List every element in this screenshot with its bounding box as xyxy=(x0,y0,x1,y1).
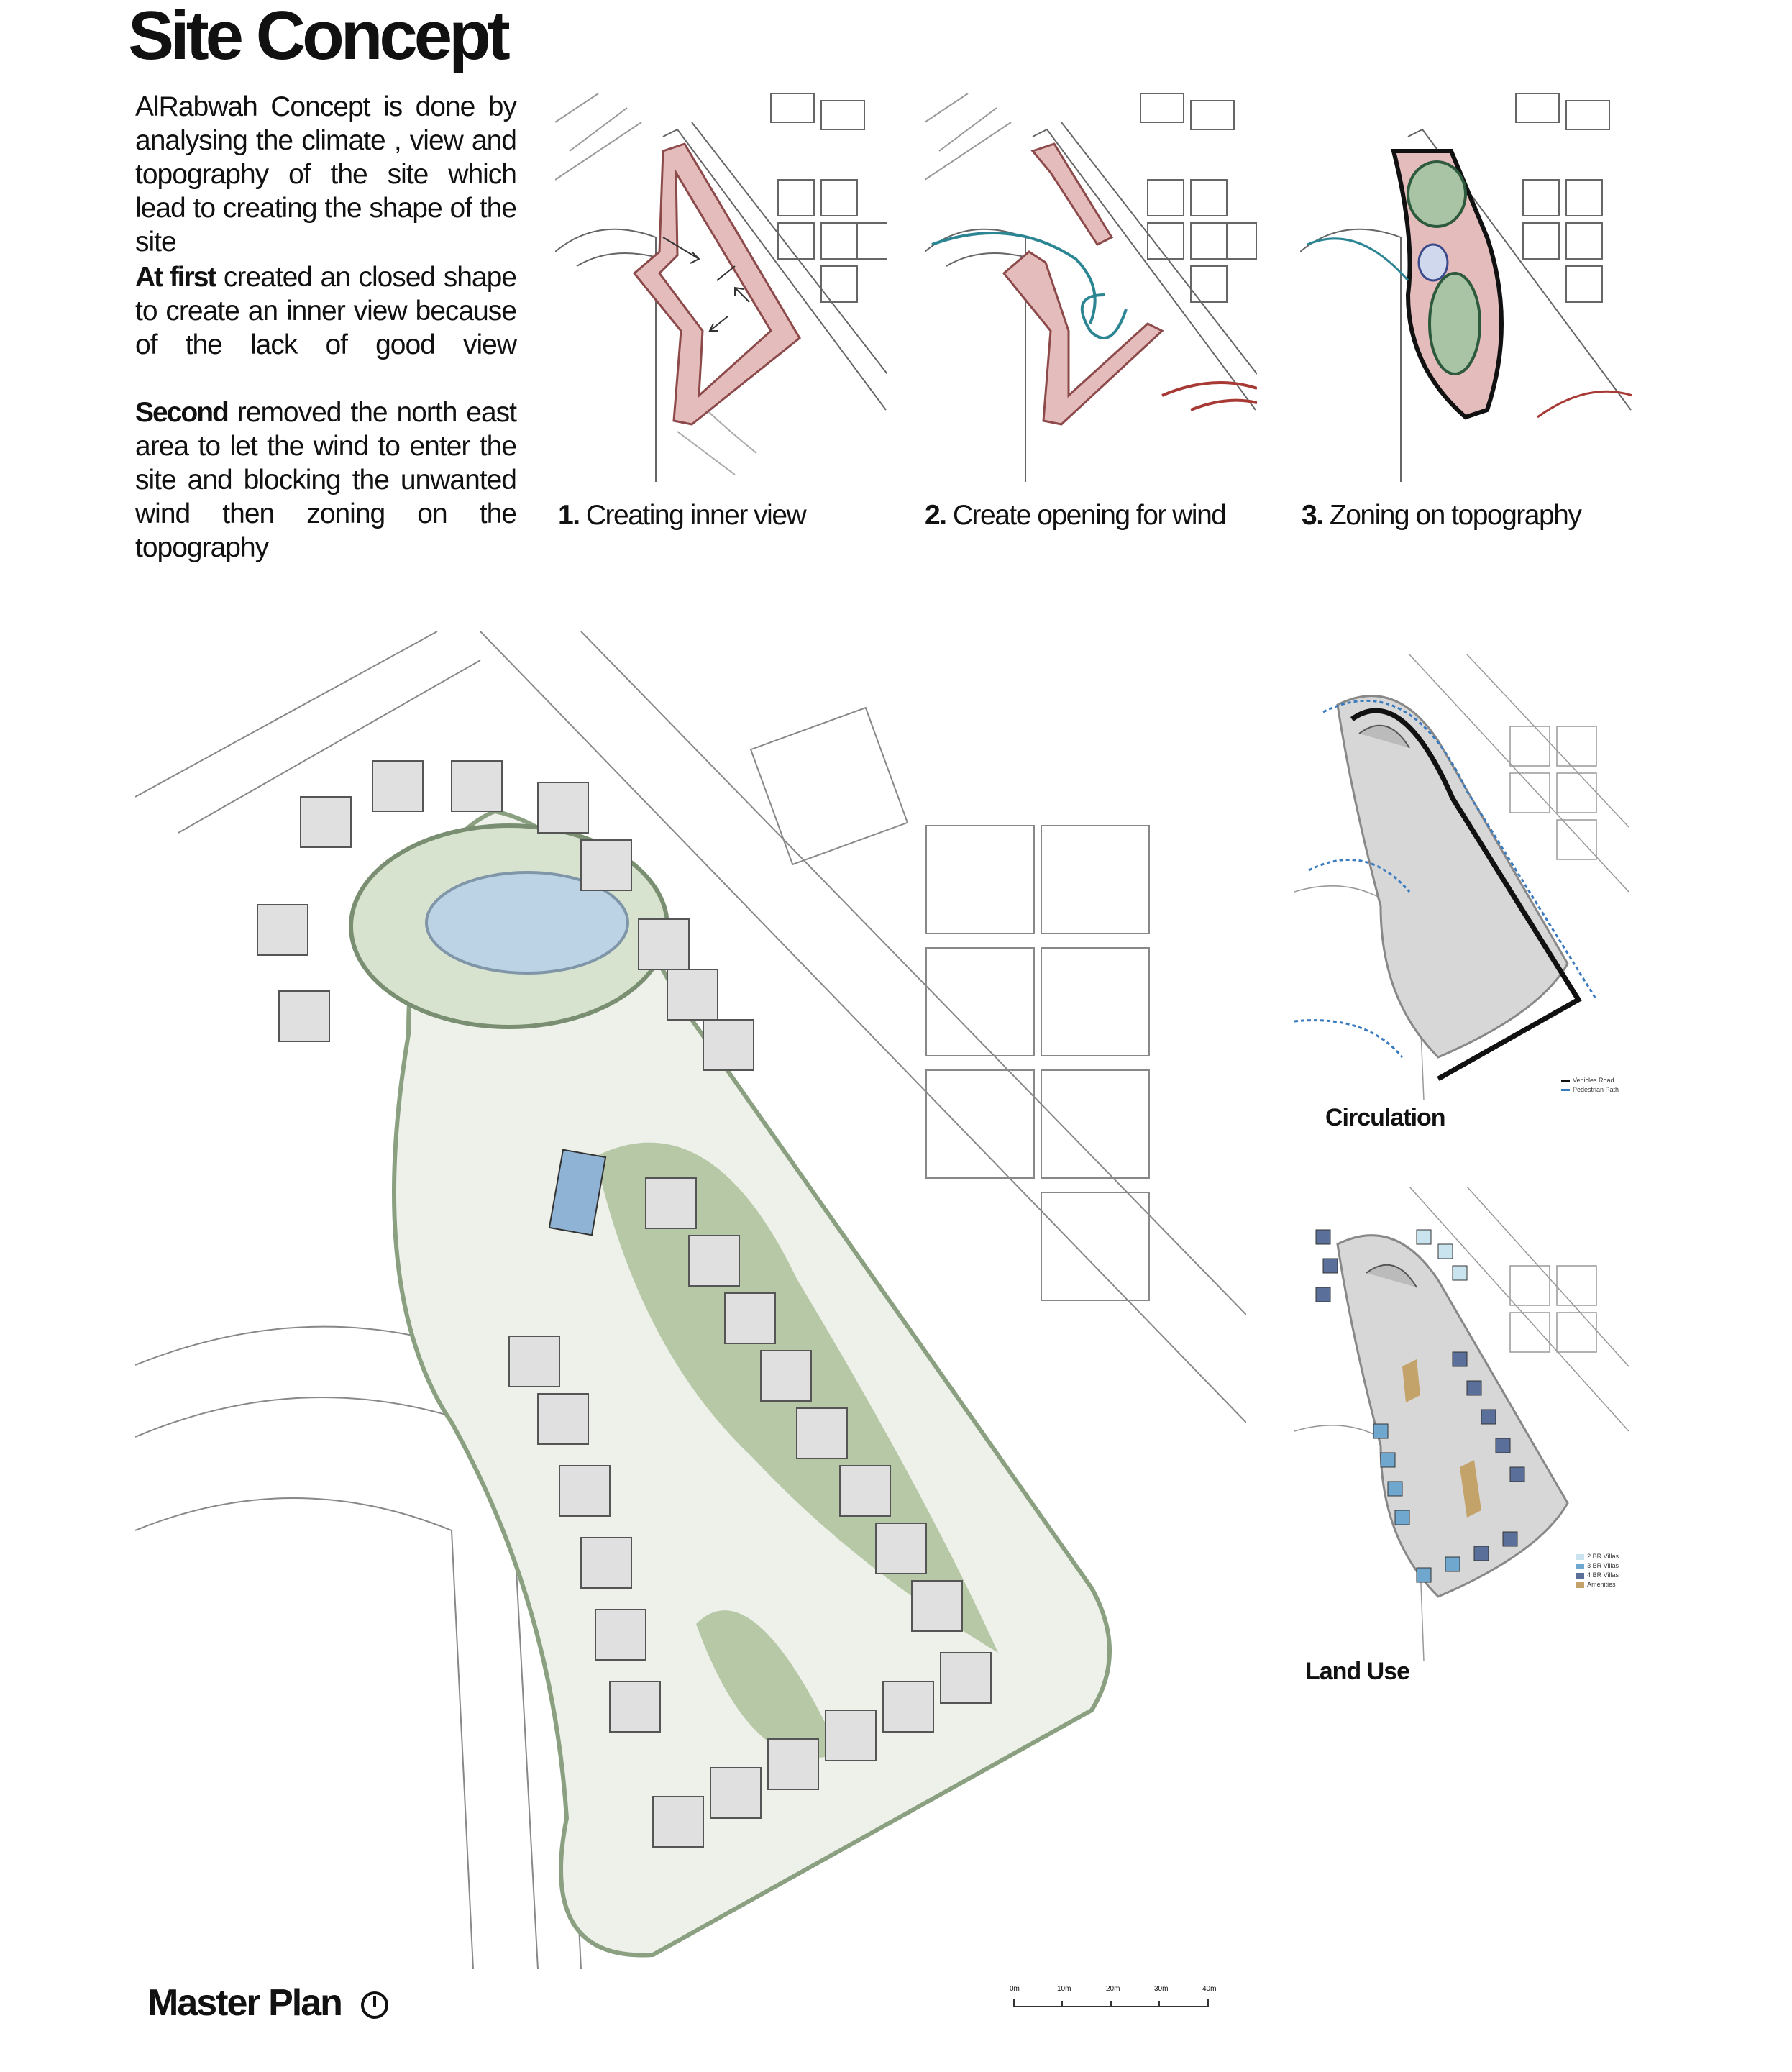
land-use-legend-3br: 3 BR Villas xyxy=(1587,1562,1619,1569)
circulation-diagram xyxy=(1294,654,1629,1100)
intro-paragraph-3-text: removed the north east area to let the wind to enter the site and blocking the unwanted wind then zoning on the topography xyxy=(135,397,516,563)
master-plan-label: Master Plan xyxy=(147,1982,342,2024)
land-use-legend-2br: 2 BR Villas xyxy=(1587,1553,1619,1560)
concept-step-2-label: Create opening for wind xyxy=(952,500,1226,531)
north-arrow-icon xyxy=(360,1990,390,2020)
page-title: Site Concept xyxy=(128,0,507,74)
concept-step-2-sketch xyxy=(925,93,1257,482)
scale-bar xyxy=(1007,1978,1222,2021)
concept-step-3-number: 3. xyxy=(1302,500,1323,531)
concept-step-1-number: 1. xyxy=(558,500,580,531)
scale-label-30: 30m xyxy=(1154,1985,1169,1993)
concept-step-1-label: Creating inner view xyxy=(585,500,806,531)
concept-step-3-caption xyxy=(1302,500,1581,531)
concept-step-1-caption xyxy=(558,500,805,531)
land-use-label: Land Use xyxy=(1305,1658,1410,1685)
circulation-label: Circulation xyxy=(1325,1104,1445,1131)
land-use-diagram xyxy=(1294,1187,1629,1661)
intro-paragraph-2-lead: At first xyxy=(135,262,216,293)
intro-paragraph-2 xyxy=(135,260,516,362)
concept-step-3-label: Zoning on topography xyxy=(1329,500,1581,531)
circulation-legend xyxy=(1561,1076,1619,1095)
concept-step-1-sketch xyxy=(555,93,887,482)
scale-label-20: 20m xyxy=(1106,1985,1120,1993)
scale-label-0: 0m xyxy=(1010,1985,1020,1993)
scale-label-40: 40m xyxy=(1202,1985,1217,1993)
scale-label-10: 10m xyxy=(1057,1985,1071,1993)
land-use-legend-amenities: Amenities xyxy=(1587,1581,1616,1588)
intro-paragraph-2-text: created an closed shape to create an inner view because of the lack of good view xyxy=(135,262,516,360)
intro-paragraph-3 xyxy=(135,396,516,565)
concept-step-2-caption xyxy=(925,500,1225,531)
intro-paragraph-1: AlRabwah Concept is done by analysing the climate , view and topography of the site which lead to creating the shape of the site xyxy=(135,91,516,257)
land-use-legend-4br: 4 BR Villas xyxy=(1587,1571,1619,1579)
master-plan-drawing xyxy=(135,631,1246,1969)
concept-step-3-sketch xyxy=(1300,93,1632,482)
intro-paragraph-3-lead: Second xyxy=(135,397,228,428)
concept-step-2-number: 2. xyxy=(925,500,946,531)
circulation-legend-pedestrian: Pedestrian Path xyxy=(1572,1086,1619,1093)
land-use-legend xyxy=(1576,1552,1619,1589)
circulation-legend-vehicles: Vehicles Road xyxy=(1572,1077,1614,1084)
